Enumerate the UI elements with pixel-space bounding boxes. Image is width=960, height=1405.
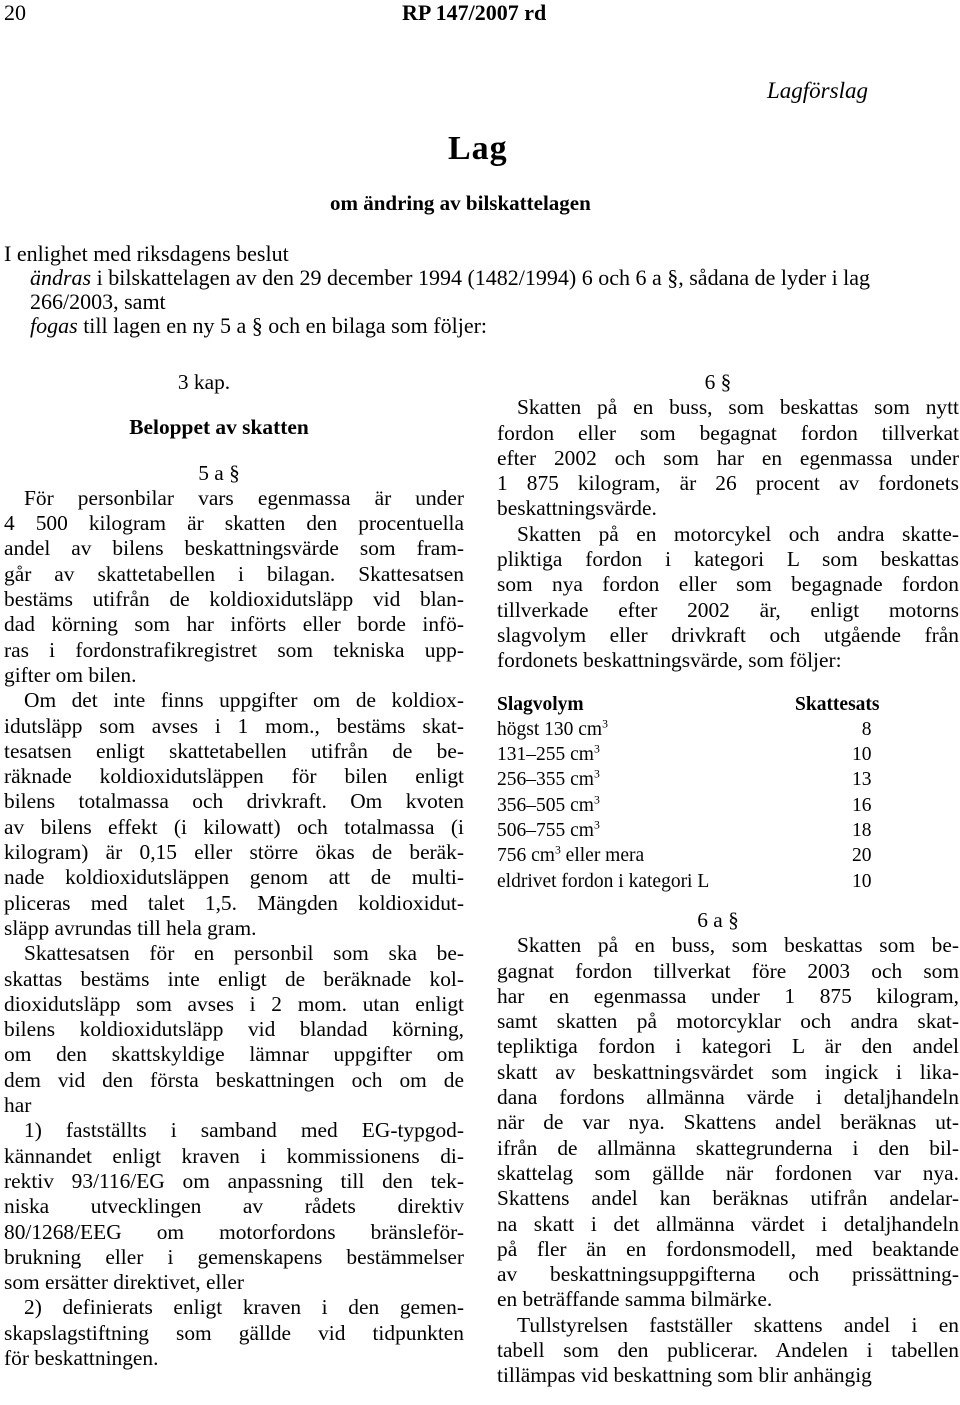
law-subtitle: om ändring av bilskattelagen	[330, 191, 591, 215]
document-type: Lagförslag	[767, 78, 868, 103]
text-line: kännandet enligt kraven i kommissionens di-	[4, 1143, 464, 1168]
text-line: har	[4, 1093, 32, 1118]
rate-cell: 10	[852, 744, 872, 766]
text-line: rektiv 93/116/EG om anpassning till den tek-	[4, 1168, 464, 1193]
table-row	[497, 793, 880, 818]
displacement-cell: 256–355 $cm^3$	[497, 767, 600, 791]
text-line: fordon eller som begagnat fordon tillverkat	[497, 420, 959, 445]
text-line: Skatten på en motorcykel och andra skatte-	[517, 521, 959, 546]
text-line: 80/1268/EEG om motorfordons bränsleför-	[4, 1219, 464, 1244]
text-line: tepliktiga fordon i kategori L är den andel	[497, 1034, 959, 1059]
text-line: 2) definierats enligt kraven i den gemen-	[24, 1295, 464, 1320]
rate-cell: 8	[861, 718, 872, 740]
text-line: tabell som den publicerar. Andelen i tabellen	[497, 1337, 959, 1362]
text-line: niska utvecklingen av rådets direktiv	[4, 1194, 464, 1219]
section-group-heading: Beloppet av skatten	[129, 415, 309, 440]
add-keyword: fogas	[30, 313, 78, 338]
table-header-row	[497, 692, 880, 717]
text-line: efter 2002 och som har en egenmassa under	[497, 445, 959, 470]
text-line: na skatt i det allmänna värdet i detaljhandeln	[497, 1211, 959, 1236]
displacement-cell: högst 130 $cm^3$	[497, 717, 608, 740]
text-line: 1 875 kilogram, är 26 procent av fordonets	[497, 471, 959, 496]
text-line: räknade koldioxidutsläppen för bilen enligt	[4, 764, 464, 789]
rate-cell: 16	[852, 794, 872, 816]
displacement-cell: 756 $cm^3$ eller mera	[497, 843, 645, 867]
superscript: 3	[593, 767, 600, 781]
text-line: kilogram) är 0,15 eller större ökas de beräk-	[4, 840, 464, 865]
text-line: Skattesatsen för en personbil som ska be-	[24, 941, 464, 966]
rate-cell: 13	[852, 769, 872, 791]
tax-rate-table	[497, 692, 880, 894]
left-column	[4, 370, 464, 1371]
text-line: gifter om bilen.	[4, 662, 137, 687]
list-item-1	[4, 1118, 464, 1295]
text-line: skapslagstiftning som gällde vid tidpunkten	[4, 1320, 464, 1345]
chapter-heading: 3 kap.	[177, 370, 231, 394]
text-line: när de var nya. Skattens andel beräknas ut-	[497, 1110, 959, 1135]
add-text: till lagen en ny 5 a § och en bilaga som följer:	[77, 313, 488, 338]
section-6-heading: 6 §	[704, 370, 732, 394]
section-5a-paragraph-3	[4, 941, 464, 1118]
column-header-displacement: Slagvolym	[497, 693, 584, 715]
text-line: går av skattetabellen i bilagan. Skattesatsen	[4, 561, 464, 586]
displacement-cell: 506–755 $cm^3$	[497, 818, 600, 842]
text-line: en beträffande samma bilmärke.	[497, 1287, 773, 1312]
table-row	[497, 767, 880, 792]
superscript: 3	[593, 793, 600, 807]
column-header-rate: Skattesats	[795, 693, 880, 715]
text-line: beskattningsvärde.	[497, 496, 657, 521]
text-line: Tullstyrelsen fastställer skattens andel i en	[517, 1312, 959, 1337]
text-line: 1) fastställts i samband med EG-typgod-	[24, 1118, 464, 1143]
section-6a-heading: 6 a §	[697, 907, 739, 932]
page-number: 20	[4, 0, 26, 25]
section-5a-heading: 5 a §	[198, 460, 240, 485]
intro-amend	[4, 266, 960, 314]
intro-add	[4, 314, 960, 338]
text-line: pliceras med talet 1,5. Mängden koldioxidut-	[4, 890, 464, 915]
running-head: RP 147/2007 rd	[402, 0, 547, 25]
text-line: idutsläpp som avses i 1 mom., bestäms skat-	[4, 713, 464, 738]
superscript: 3	[602, 717, 608, 731]
text-line: släpp avrundas till hela gram.	[4, 915, 257, 940]
text-line: av bilens effekt (i kilowatt) och totalmassa (i	[4, 814, 464, 839]
text-line: För personbilar vars egenmassa är under	[24, 485, 464, 510]
text-line: ras i fordonstrafikregistret som tekniska upp-	[4, 637, 464, 662]
right-column	[497, 370, 959, 1389]
text-line: Skatten på en buss, som beskattas som nytt	[517, 395, 959, 420]
text-line: på fler än en fordonsmodell, med beaktande	[497, 1236, 959, 1261]
superscript: 3	[554, 843, 561, 857]
table-row	[497, 818, 880, 843]
text-line: slagvolym eller drivkraft och utgående från	[497, 622, 959, 647]
table-row	[497, 717, 880, 742]
amend-text: i bilskattelagen av den 29 december 1994 (1482/1994) 6 och 6 a §, sådana de lyder i lag 266/2003, samt	[30, 265, 871, 314]
text-line: tillämpas vid beskattning som blir anhängig	[497, 1363, 872, 1388]
table-body	[497, 717, 880, 894]
superscript: 3	[593, 742, 600, 756]
text-line: bestäms utifrån de koldioxidutsläpp vid blan-	[4, 587, 464, 612]
enactment-clause	[4, 242, 960, 338]
text-line: ifrån de allmänna skattegrunderna i den bil-	[497, 1135, 959, 1160]
table-row	[497, 843, 880, 868]
text-line: dioxidutsläpp som avses i 2 mom. utan enligt	[4, 991, 464, 1016]
text-line: som ersätter direktivet, eller	[4, 1270, 244, 1295]
intro-line: I enlighet med riksdagens beslut	[4, 241, 289, 266]
text-line: 4 500 kilogram är skatten den procentuella	[4, 511, 464, 536]
text-line: Skattens andel kan beräknas utifrån andelar-	[497, 1186, 959, 1211]
displacement-cell: eldrivet fordon i kategori L	[497, 870, 710, 892]
text-line: tesatsen enligt skattetabellen utifrån de be-	[4, 738, 464, 763]
text-line: andel av bilens beskattningsvärde som fram-	[4, 536, 464, 561]
text-line: dana fordons allmänna värde i detaljhandeln	[497, 1085, 959, 1110]
table-row	[497, 742, 880, 767]
text-line: nade koldioxidutsläppen genom att de multi-	[4, 865, 464, 890]
section-6-paragraph-2	[497, 522, 959, 674]
text-line: dem vid den första beskattningen och om de	[4, 1067, 464, 1092]
section-6a-paragraph-1	[497, 933, 959, 1312]
text-line: skattas bestäms inte enligt de beräknade kol-	[4, 966, 464, 991]
text-line: skattelag som gällde när fordonen var nya.	[497, 1160, 959, 1185]
section-6-paragraph-1	[497, 395, 959, 521]
superscript: 3	[593, 818, 600, 832]
section-5a-paragraph-1	[4, 486, 464, 688]
text-line: samt skatten på motorcyklar och andra skat-	[497, 1009, 959, 1034]
text-line: Om det inte finns uppgifter om de koldiox-	[24, 688, 464, 713]
rate-cell: 18	[852, 820, 872, 842]
list-item-2	[4, 1295, 464, 1371]
displacement-cell: 356–505 $cm^3$	[497, 793, 600, 816]
amend-keyword: ändras	[30, 265, 92, 290]
text-line: om den skattskyldige lämnar uppgifter om	[4, 1042, 464, 1067]
text-line: tillverkade efter 2002 är, enligt motorns	[497, 597, 959, 622]
text-line: fordonets beskattningsvärde, som följer:	[497, 648, 842, 673]
section-6a-paragraph-2	[497, 1313, 959, 1389]
text-line: för beskattningen.	[4, 1345, 159, 1370]
table-row	[497, 869, 880, 894]
text-line: skatt av beskattningsvärdet som ingick i lika-	[497, 1059, 959, 1084]
displacement-cell: 131–255 $cm^3$	[497, 742, 600, 766]
text-line: gagnat fordon tillverkat före 2003 och som	[497, 958, 959, 983]
text-line: bilens koldioxidutsläpp vid blandad körning,	[4, 1017, 464, 1042]
text-line: har en egenmassa under 1 875 kilogram,	[497, 983, 959, 1008]
text-line: brukning eller i gemenskapens bestämmelser	[4, 1244, 464, 1269]
text-line: Skatten på en buss, som beskattas som be-	[517, 933, 959, 958]
rate-cell: 20	[852, 845, 872, 867]
text-line: som nya fordon eller som begagnade fordon	[497, 572, 959, 597]
text-line: bilens totalmassa och drivkraft. Om kvoten	[4, 789, 464, 814]
text-line: pliktiga fordon i kategori L som beskattas	[497, 547, 959, 572]
text-line: dad körning som har införts eller borde infö-	[4, 612, 464, 637]
text-line: av beskattningsuppgifterna och prissättning-	[497, 1262, 959, 1287]
rate-cell: 10	[852, 870, 872, 892]
law-title: Lag	[448, 130, 508, 167]
section-5a-paragraph-2	[4, 688, 464, 941]
